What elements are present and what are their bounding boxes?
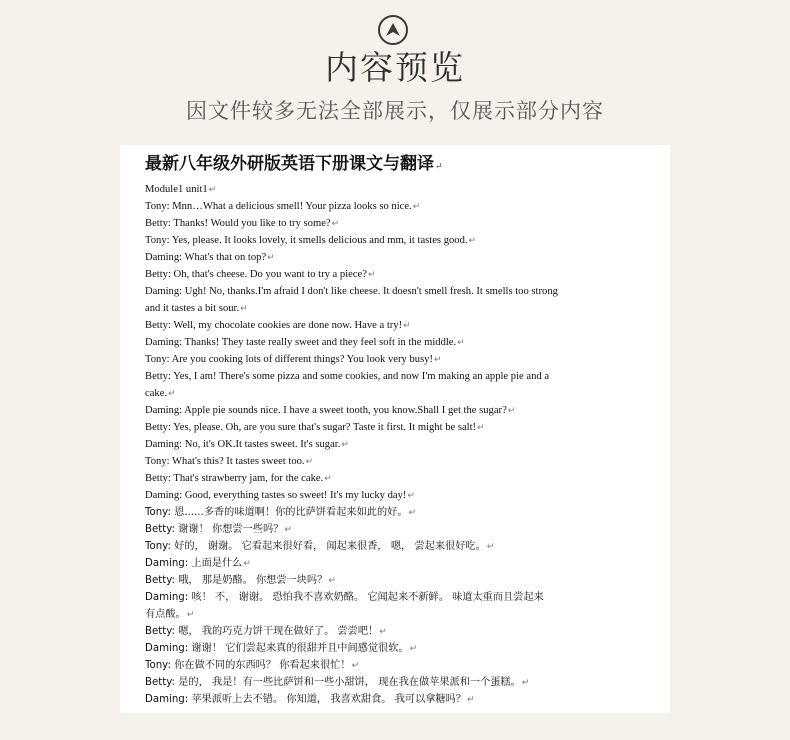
document-line: [145, 436, 615, 453]
line-text: Daming: 上面是什么: [145, 558, 243, 569]
document-line: [145, 606, 615, 623]
document-line: [145, 589, 615, 606]
document-line: [145, 419, 615, 436]
paragraph-mark-icon: ↵: [409, 644, 418, 654]
line-text: Daming: What's that on top?: [145, 252, 267, 263]
document-line: [145, 232, 615, 249]
line-text: Daming: No, it's OK.It tastes sweet. It's sugar.: [145, 439, 341, 450]
document-line: [145, 249, 615, 266]
page-title: 内容预览: [325, 48, 465, 87]
line-text: Betty: 是的， 我是！有一些比萨饼和一些小甜饼， 现在我在做苹果派和一个蛋糕。: [145, 677, 521, 688]
paragraph-mark-icon: ↵: [243, 559, 251, 569]
line-text: Betty: Oh, that's cheese. Do you want to try a piece?: [145, 269, 367, 280]
line-text: 有点酸。: [145, 609, 186, 620]
line-text: Betty: Well, my chocolate cookies are done now. Have a try!: [145, 320, 403, 331]
paragraph-mark-icon: ↵: [407, 490, 415, 500]
paragraph-mark-icon: ↵: [521, 678, 530, 688]
line-text: Daming: 咳！ 不， 谢谢。 恐怕我不喜欢奶酪。 它闻起来不新鲜。 味道太重而且尝起来: [145, 592, 544, 603]
document-line: [145, 402, 615, 419]
line-text: Betty: 哦， 那是奶酪。 你想尝一块吗？: [145, 575, 328, 586]
paragraph-mark-icon: ↵: [324, 473, 332, 483]
paragraph-mark-icon: ↵: [186, 610, 195, 620]
paragraph-mark-icon: ↵: [341, 439, 349, 449]
document-line: [145, 572, 615, 589]
document-line: [145, 283, 615, 300]
paragraph-mark-icon: ↵: [351, 661, 360, 671]
paragraph-mark-icon: ↵: [328, 576, 336, 586]
line-text: Tony: 好的， 谢谢。 它看起来很好看， 闻起来很香， 嗯， 尝起来很好吃。: [145, 541, 486, 552]
paragraph-mark-icon: ↵: [331, 218, 340, 228]
paragraph-mark-icon: ↵: [507, 405, 516, 415]
document-line: [145, 487, 615, 504]
document-line: [145, 555, 615, 572]
line-text: Betty: That's strawberry jam, for the cake.: [145, 473, 324, 484]
line-text: Daming: 苹果派听上去不错。 你知道， 我喜欢甜食。 我可以拿糖吗？: [145, 694, 467, 705]
preview-header: [0, 0, 790, 145]
document-line: [145, 674, 615, 691]
document-line: [145, 215, 615, 232]
chevron-up-circle-icon: [384, 21, 402, 39]
document-line: [145, 640, 615, 657]
paragraph-mark-icon: ↵: [305, 456, 314, 466]
line-text: Betty: Yes, please. Oh, are you sure that's sugar? Taste it first. It might be salt!: [145, 422, 477, 433]
line-text: Tony: What's this? It tastes sweet too.: [145, 456, 305, 467]
document-preview: [120, 145, 670, 713]
document-line: [145, 470, 615, 487]
document-line: [145, 334, 615, 351]
logo: [378, 15, 408, 45]
document-title: [145, 153, 443, 178]
paragraph-mark-icon: ↵: [477, 422, 485, 432]
document-line: [145, 538, 615, 555]
document-line: [145, 504, 615, 521]
line-text: Daming: Apple pie sounds nice. I have a sweet tooth, you know.Shall I get the sugar?: [145, 405, 507, 416]
line-text: Daming: Thanks! They taste really sweet and they feel soft in the middle.: [145, 337, 457, 348]
paragraph-mark-icon: ↵: [435, 162, 443, 172]
paragraph-mark-icon: ↵: [468, 235, 477, 245]
line-text: Tony: 恩......多香的味道啊！你的比萨饼看起来如此的好。: [145, 507, 408, 518]
document-line: [145, 521, 615, 538]
line-text: Daming: 谢谢！ 它们尝起来真的很甜并且中间感觉很软。: [145, 643, 409, 654]
paragraph-mark-icon: ↵: [412, 201, 421, 211]
line-text: Tony: Mnn…What a delicious smell! Your pizza looks so nice.: [145, 201, 412, 212]
paragraph-mark-icon: ↵: [267, 252, 275, 262]
line-text: Betty: 谢谢！ 你想尝一些吗？: [145, 524, 284, 535]
paragraph-mark-icon: ↵: [408, 508, 417, 518]
document-line: [145, 198, 615, 215]
paragraph-mark-icon: ↵: [486, 542, 495, 552]
paragraph-mark-icon: ↵: [367, 269, 376, 279]
paragraph-mark-icon: ↵: [403, 320, 411, 330]
document-line: [145, 300, 615, 317]
paragraph-mark-icon: ↵: [168, 388, 176, 398]
document-line: [145, 623, 615, 640]
paragraph-mark-icon: ↵: [434, 354, 442, 364]
document-line: [145, 453, 615, 470]
paragraph-mark-icon: ↵: [284, 525, 292, 535]
paragraph-mark-icon: ↵: [240, 303, 248, 313]
document-title-text: 最新八年级外研版英语下册课文与翻译: [145, 154, 434, 174]
line-text: Betty: 嗯， 我的巧克力饼干现在做好了。 尝尝吧！: [145, 626, 379, 637]
document-line: [145, 657, 615, 674]
line-text: Daming: Ugh! No, thanks.I'm afraid I don't like cheese. It doesn't smell fresh. It smells too strong: [145, 286, 558, 297]
document-line: [145, 385, 615, 402]
line-text: Module1 unit1: [145, 184, 208, 195]
document-line: [145, 368, 615, 385]
line-text: Tony: Are you cooking lots of different things? You look very busy!: [145, 354, 434, 365]
document-body: [145, 181, 615, 708]
line-text: Tony: Yes, please. It looks lovely, it smells delicious and mm, it tastes good.: [145, 235, 468, 246]
document-line: [145, 691, 615, 708]
document-line: [145, 266, 615, 283]
document-line: [145, 181, 615, 198]
line-text: Betty: Thanks! Would you like to try some?: [145, 218, 331, 229]
paragraph-mark-icon: ↵: [208, 184, 217, 194]
paragraph-mark-icon: ↵: [379, 627, 387, 637]
line-text: Daming: Good, everything tastes so sweet! It's my lucky day!: [145, 490, 407, 501]
line-text: Betty: Yes, I am! There's some pizza and some cookies, and now I'm making an apple pie and a: [145, 371, 550, 382]
line-text: and it tastes a bit sour.: [145, 303, 240, 314]
document-line: [145, 317, 615, 334]
line-text: Tony: 你在做不同的东西吗？ 你看起来很忙！: [145, 660, 351, 671]
paragraph-mark-icon: ↵: [457, 337, 465, 347]
document-line: [145, 351, 615, 368]
paragraph-mark-icon: ↵: [467, 695, 475, 705]
line-text: cake.: [145, 388, 168, 399]
page-subtitle: 因文件较多无法全部展示，仅展示部分内容: [186, 99, 604, 123]
